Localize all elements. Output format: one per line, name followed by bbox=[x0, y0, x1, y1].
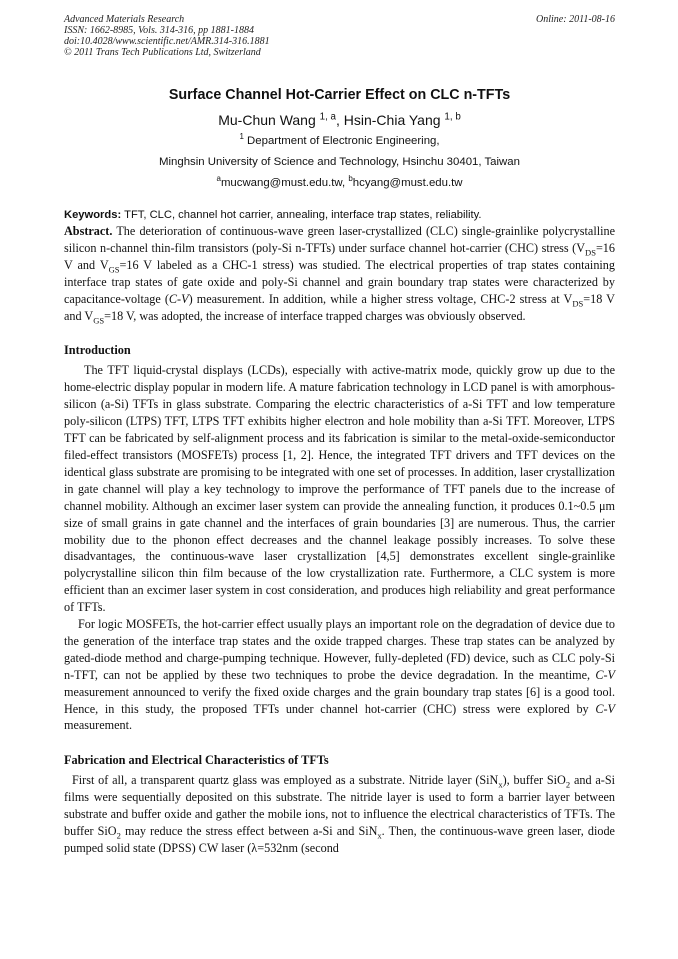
fab-text-2: ), buffer SiO bbox=[502, 773, 566, 788]
abstract-text-2: =16 V and V bbox=[64, 240, 615, 272]
fab-sub-1: x bbox=[498, 779, 503, 790]
keywords-text: TFT, CLC, channel hot carrier, annealing, interface trap states, reliability. bbox=[121, 209, 482, 221]
fab-text-3: and a-Si films were sequentially deposited on this substrate. The nitride layer is used to form a barrier layer between substrate and buffer oxide and gather the mobile ions, not to influence the electrical characteristics of TFTs. The buffer SiO bbox=[64, 773, 615, 839]
author-separator: , bbox=[335, 112, 344, 128]
fab-text-4: may reduce the stress effect between a-Si and SiN bbox=[120, 824, 378, 839]
author-2: Hsin-Chia Yang bbox=[343, 112, 445, 128]
email-a-link[interactable]: mucwang@must.edu.tw, bbox=[220, 177, 349, 189]
intro-p2-text-1: For logic MOSFETs, the hot-carrier effect usually plays an important role on the degradation of device due to the generation of the interface trap states and the oxide trapped charges. These trap states can be analyzed by gated-diode method and charge-pumping technique. However, fully-depleted (FD) device, such as CLC poly-Si n-TFT, can not be applied by these two techniques to probe the device degradation. In the meantime, bbox=[64, 617, 615, 682]
journal-name: Advanced Materials Research bbox=[64, 14, 185, 25]
abstract-sub-2: GS bbox=[108, 264, 120, 275]
paper-page bbox=[64, 14, 615, 857]
intro-paragraph-2 bbox=[64, 616, 615, 734]
intro-paragraph-1: The TFT liquid-crystal displays (LCDs), especially with active-matrix mode, quickly grow up due to the home-electric display popular in modern life. A mature fabrication technology in LCD panel is with amorphous-silicon (a-Si) TFTs in glass substrate. Comparing the electric characteristics of a-Si TFT and low temperature poly-silicon (LTPS) TFT, LTPS TFT exhibits higher electron and hole mobility than a-Si TFT. Moreover, LTPS TFT can be fabricated by self-alignment process and its fabrication is similar to the metal-oxide-semiconductor filed-effect transistors (MOSFETs) process [1, 2]. Hence, the integrated TFT drivers and TFT devices on the identical glass substrate are promising to be integrated with one set of processes. In addition, laser crystallization in gate channel will play a key technology to improve the performance of TFT panels due to the increase of channel mobility. Although an excimer laser system can provide the annealing function, it produces 0.1~0.5 μm size of small grains in gate channel and the interfaces of grain boundaries [3] are numerous. Thus, the carrier mobility due to the phonon effect decreases and the channel leakage possibly increases. To solve these disadvantages, the continuous-wave laser crystallization [4,5] demonstrates excellent single-grainlike polycrystalline silicon thin film because of the low crystallization rate. Furthermore, a CLC system is more efficient than an excimer laser system in cost consideration, and produces high reliability and great performance of TFTs. bbox=[64, 363, 615, 615]
intro-p2-cv-2: C-V bbox=[595, 701, 615, 716]
section-heading-introduction: Introduction bbox=[64, 343, 131, 358]
affiliation-university: Minghsin University of Science and Technology, Hsinchu 30401, Taiwan bbox=[159, 156, 520, 168]
journal-header bbox=[64, 14, 615, 58]
intro-p2-cv-1: C-V bbox=[595, 667, 615, 682]
issn-line: ISSN: 1662-8985, Vols. 314-316, pp 1881-1884 bbox=[64, 25, 254, 36]
section-heading-fabrication: Fabrication and Electrical Characteristics of TFTs bbox=[64, 753, 329, 768]
abstract-cv-italic: C-V bbox=[168, 291, 189, 306]
email-b-link[interactable]: hcyang@must.edu.tw bbox=[352, 177, 463, 189]
abstract-label: Abstract. bbox=[64, 224, 113, 238]
abstract-text-5: =18 V and V bbox=[64, 291, 615, 323]
online-date: Online: 2011-08-16 bbox=[536, 14, 615, 25]
abstract-text-1: The deterioration of continuous-wave green laser-crystallized (CLC) single-grainlike polycrystalline silicon n-channel thin-film transistors (poly-Si n-TFTs) under surface channel hot-carrier (CHC) stress (V bbox=[64, 224, 615, 255]
fab-paragraph-1 bbox=[64, 772, 615, 857]
fab-sub-2: 2 bbox=[565, 779, 571, 790]
email-a-marker: a bbox=[216, 174, 221, 184]
doi-line[interactable]: doi:10.4028/www.scientific.net/AMR.314-316.1881 bbox=[64, 36, 270, 47]
dept-name: Department of Electronic Engineering, bbox=[243, 135, 440, 147]
email-b-marker: b bbox=[348, 174, 353, 184]
affiliation-dept bbox=[64, 131, 615, 152]
keywords-line bbox=[64, 207, 615, 223]
author-line bbox=[64, 111, 615, 129]
abstract-sub-4: GS bbox=[93, 314, 105, 325]
author-2-affil: 1, b bbox=[444, 111, 461, 123]
fab-text-5: . Then, the continuous-wave green laser, diode pumped solid state (DPSS) CW laser (λ=532nm (second bbox=[64, 824, 615, 855]
copyright-line: © 2011 Trans Tech Publications Ltd, Switzerland bbox=[64, 47, 261, 58]
intro-p2-text-3: measurement. bbox=[64, 718, 133, 733]
abstract-text-4: ) measurement. In addition, while a higher stress voltage, CHC-2 stress at V bbox=[188, 291, 573, 306]
abstract-text-6: =18 V, was adopted, the increase of interface trapped charges was obviously observed. bbox=[104, 308, 526, 323]
intro-p2-text-2: measurement announced to verify the fixed oxide charges and the grain boundary trap states [6] is a good tool. Hence, in this study, the proposed TFTs under channel hot-carrier (CHC) stress were explored by bbox=[64, 684, 615, 716]
fab-sub-4: x bbox=[377, 830, 382, 841]
keywords-label: Keywords: bbox=[64, 209, 122, 221]
fab-sub-3: 2 bbox=[116, 830, 121, 841]
author-1-affil: 1, a bbox=[319, 111, 336, 123]
abstract-paragraph bbox=[64, 223, 615, 324]
paper-title: Surface Channel Hot-Carrier Effect on CLC n-TFTs bbox=[168, 87, 511, 103]
fab-text-1: First of all, a transparent quartz glass was employed as a substrate. Nitride layer (SiN bbox=[72, 773, 499, 788]
abstract-sub-3: DS bbox=[572, 298, 584, 309]
abstract-text-3: =16 V labeled as a CHC-1 stress) was studied. The electrical properties of trap states containing interface trap states of gate oxide and poly-Si channel and grain boundary trap states were characterized by capacitance-voltage ( bbox=[64, 257, 615, 306]
author-1: Mu-Chun Wang bbox=[218, 112, 320, 128]
affiliation-emails bbox=[64, 173, 615, 194]
affil-number: 1 bbox=[239, 132, 244, 142]
abstract-sub-1: DS bbox=[585, 247, 596, 258]
